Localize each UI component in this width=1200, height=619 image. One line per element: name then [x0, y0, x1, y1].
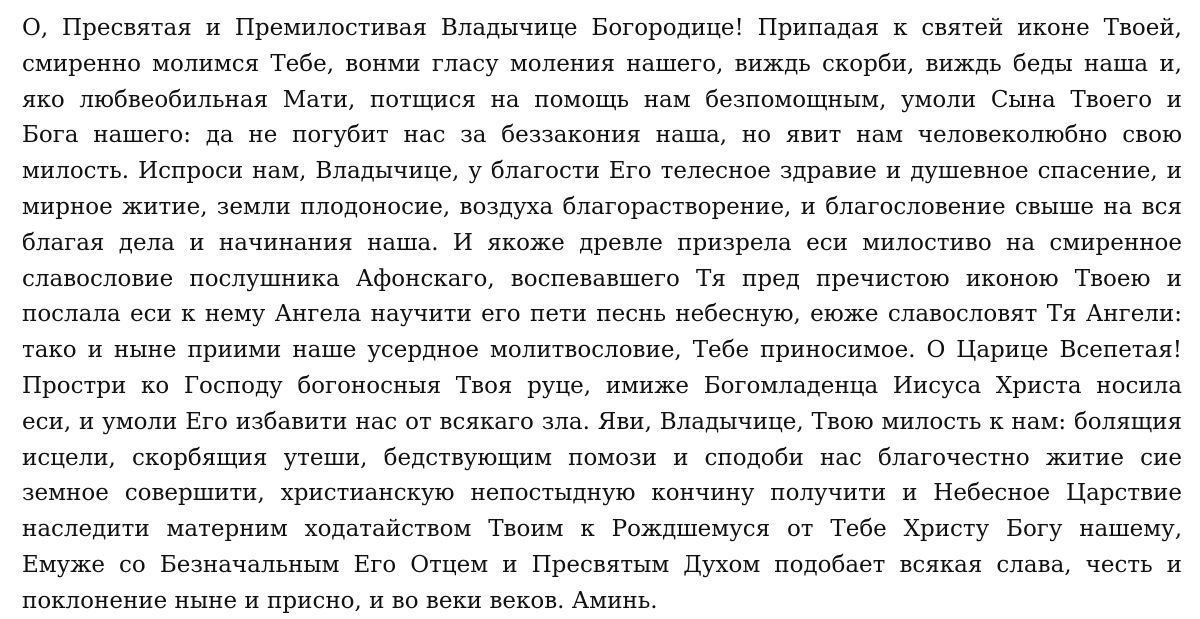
- prayer-line: мирное житие, земли плодоносие, воздуха благорастворение, и благословение свыше на вся: [22, 193, 1182, 220]
- prayer-line: благая дела и начинания наша. И якоже древле призрела еси милостиво на смиренное: [22, 229, 1182, 256]
- prayer-line: наследити матерним ходатайством Твоим к Рождшемуся от Тебе Христу Богу нашему,: [22, 516, 1182, 543]
- prayer-line: исцели, скорбящия утеши, бедствующим помози и сподоби нас благочестно житие сие: [22, 444, 1182, 471]
- prayer-line: тако и ныне приими наше усердное молитвословие, Тебе приносимое. О Царице Всепетая!: [22, 337, 1182, 364]
- prayer-line: славословие послушника Афонскаго, воспевавшего Тя пред пречистою иконою Твоею и: [22, 265, 1182, 292]
- prayer-line: милость. Испроси нам, Владычице, у благости Его телесное здравие и душевное спасение, и: [22, 158, 1182, 185]
- prayer-line: послала еси к нему Ангела научити его пети песнь небесную, еюже славословят Тя Ангели:: [22, 301, 1182, 328]
- prayer-line: Емуже со Безначальным Его Отцем и Пресвятым Духом подобает всякая слава, честь и: [22, 551, 1182, 578]
- prayer-line: яко любвеобильная Мати, потщися на помощь нам безпомощным, умоли Сына Твоего и: [22, 86, 1182, 113]
- prayer-line: Бога нашего: да не погубит нас за беззакония наша, но явит нам человеколюбно свою: [22, 122, 1182, 149]
- prayer-line: поклонение ныне и присно, и во веки веков. Аминь.: [22, 587, 658, 614]
- prayer-line: земное совершити, христианскую непостыдную кончину получити и Небесное Царствие: [22, 480, 1182, 507]
- prayer-line: смиренно молимся Тебе, вонми гласу моления нашего, виждь скорби, виждь беды наша и,: [22, 50, 1182, 77]
- prayer-line: О, Пресвятая и Премилостивая Владычице Богородице! Припадая к святей иконе Твоей,: [22, 15, 1182, 41]
- prayer-line: Простри ко Господу богоносныя Твоя руце, имиже Богомладенца Иисуса Христа носила: [22, 372, 1182, 399]
- prayer-text: [22, 11, 1182, 619]
- prayer-line: еси, и умоли Его избавити нас от всякаго зла. Яви, Владычице, Твою милость к нам: болящия: [22, 408, 1182, 435]
